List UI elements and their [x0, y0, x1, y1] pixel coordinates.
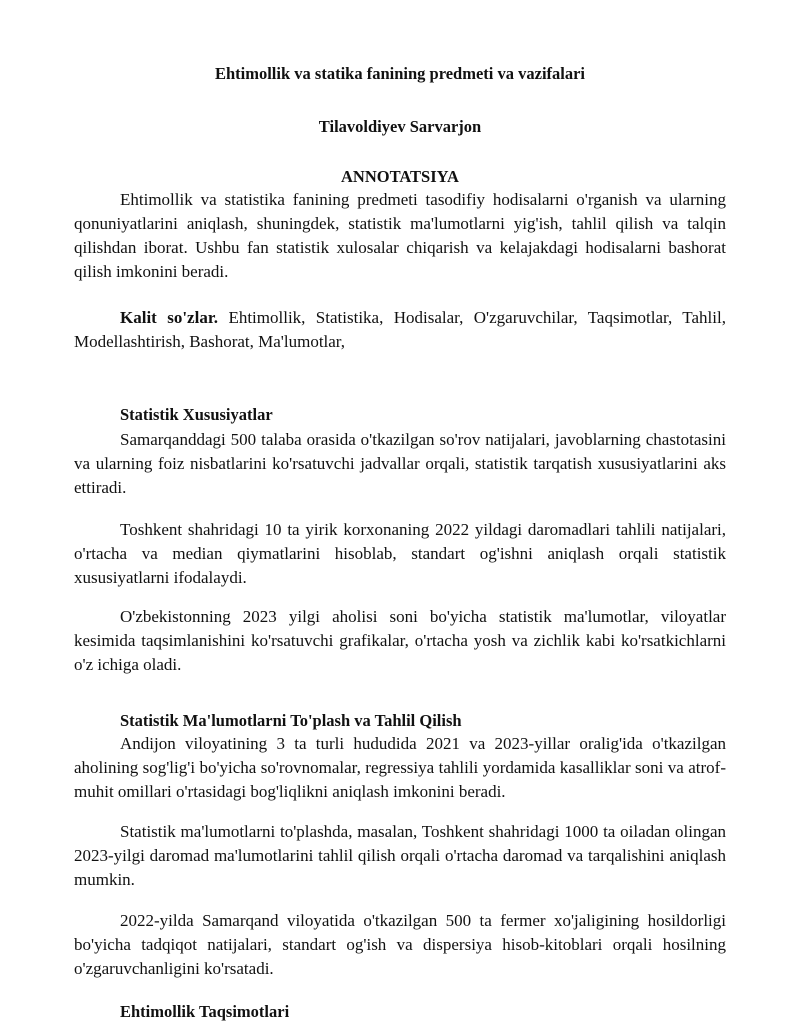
section-heading-ehtimollik-taqsimotlari: Ehtimollik Taqsimotlari [120, 1002, 290, 1021]
annotation-heading: ANNOTATSIYA [341, 167, 459, 186]
annotation-paragraph: Ehtimollik va statistika fanining predmeti tasodifiy hodisalarni o'rganish va ularning qonuniyatlarini aniqlash, shuningdek, statistik ma'lumotlarni yig'ish, tahlil qilish va talqin qilishdan iborat. Ushbu fan statistik xulosalar chiqarish va kelajakdagi hodisalarni bashorat qilish imkonini beradi. [74, 190, 726, 281]
paragraph: Toshkent shahridagi 10 ta yirik korxonaning 2022 yildagi daromadlari tahlili natijalari, o'rtacha va median qiymatlarini hisoblab, standart og'ishni aniqlash orqali statistik xususiyatlarni ifodalaydi. [74, 520, 726, 587]
keywords-label: Kalit so'zlar. [120, 308, 219, 327]
section-heading-malumotlarni-toplash: Statistik Ma'lumotlarni To'plash va Tahlil Qilish [120, 711, 462, 730]
paragraph: Statistik ma'lumotlarni to'plashda, masalan, Toshkent shahridagi 1000 ta oiladan olingan 2023-yilgi daromad ma'lumotlarini tahlil qilish orqali o'rtacha daromad va tarqalishini aniqlash mumkin. [74, 822, 726, 889]
paragraph: Andijon viloyatining 3 ta turli hududida 2021 va 2023-yillar oralig'ida o'tkazilgan aholining sog'lig'i bo'yicha so'rovnomalar, regressiya tahlili yordamida kasalliklar soni va atrof-muhit omillari o'rtasidagi bog'liqlikni aniqlash imkonini beradi. [74, 734, 726, 801]
section-heading-statistik-xususiyatlar: Statistik Xususiyatlar [120, 405, 273, 424]
paragraph: 2022-yilda Samarqand viloyatida o'tkazilgan 500 ta fermer xo'jaligining hosildorligi bo'yicha tadqiqot natijalari, standart og'ish va dispersiya hisob-kitoblari orqali hosilning o'zgaruvchanligini ko'rsatadi. [74, 911, 726, 978]
author-name: Tilavoldiyev Sarvarjon [318, 117, 482, 136]
keywords-list: Ehtimollik, Statistika, Hodisalar, O'zgaruvchilar, Taqsimotlar, Tahlil, Modellashtirish, Bashorat, Ma'lumotlar, [74, 308, 726, 351]
keywords-paragraph [74, 306, 726, 354]
document-title: Ehtimollik va statika fanining predmeti va vazifalari [214, 64, 586, 83]
paragraph: O'zbekistonning 2023 yilgi aholisi soni bo'yicha statistik ma'lumotlar, viloyatlar kesimida taqsimlanishini ko'rsatuvchi grafikalar, o'rtacha yosh va zichlik kabi ko'rsatkichlarni o'z ichiga oladi. [74, 607, 726, 674]
paragraph: Samarqanddagi 500 talaba orasida o'tkazilgan so'rov natijalari, javoblarning chastotasini va ularning foiz nisbatlarini ko'rsatuvchi jadvallar orqali, statistik tarqatish xususiyatlarini aks ettiradi. [74, 430, 726, 497]
